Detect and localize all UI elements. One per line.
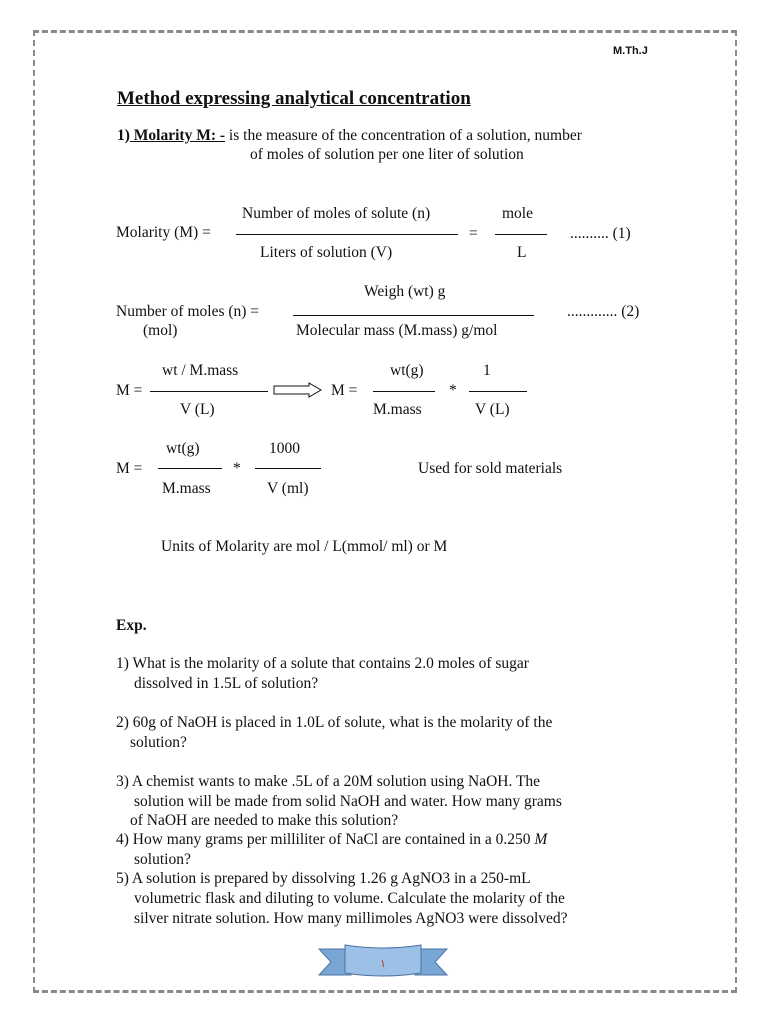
molarity-number: 1)	[117, 127, 130, 144]
author-initials: M.Th.J	[613, 45, 648, 57]
eq1-lhs: Molarity (M) =	[116, 224, 211, 241]
question-3-line2: solution will be made from solid NaOH and water. How many grams	[134, 793, 562, 810]
eq3-fraction-bar3	[469, 391, 527, 392]
eq4-denominator1: M.mass	[162, 480, 211, 497]
eq1-unit-fraction-bar	[495, 234, 547, 235]
eq3-times: *	[449, 382, 457, 399]
page-border-right	[735, 30, 737, 993]
eq2-numerator: Weigh (wt) g	[364, 283, 446, 300]
question-3-line3: of NaOH are needed to make this solution?	[130, 812, 399, 829]
question-2-line1: 2) 60g of NaOH is placed in 1.0L of solute, what is the molarity of the	[116, 714, 553, 731]
question-4-line2: solution?	[134, 851, 191, 868]
eq3-lhs: M =	[116, 382, 143, 399]
implies-arrow-icon	[273, 382, 323, 398]
molarity-definition: is the measure of the concentration of a solution, number	[228, 127, 582, 144]
eq1-equals: =	[469, 225, 478, 242]
eq1-unit-denominator: L	[517, 244, 527, 261]
question-1-line1: 1) What is the molarity of a solute that contains 2.0 moles of sugar	[116, 655, 529, 672]
question-3-line1: 3) A chemist wants to make .5L of a 20M solution using NaOH. The	[116, 773, 541, 790]
eq3-denominator2: M.mass	[373, 401, 422, 418]
molarity-definition-line2: of moles of solution per one liter of solution	[250, 146, 524, 163]
question-5-line2: volumetric flask and diluting to volume. Calculate the molarity of the	[134, 890, 565, 907]
molarity-definition-line1	[117, 127, 582, 145]
eq3-fraction-bar1	[150, 391, 268, 392]
eq2-fraction-bar	[293, 315, 534, 316]
eq3-denominator3: V (L)	[475, 401, 510, 418]
eq1-numerator: Number of moles of solute (n)	[242, 205, 431, 222]
eq1-unit-numerator: mole	[502, 205, 533, 222]
eq1-label: .......... (1)	[570, 225, 631, 242]
page-number-banner	[317, 943, 449, 983]
eq4-lhs: M =	[116, 460, 143, 477]
eq3-numerator1: wt / M.mass	[162, 362, 239, 379]
eq2-lhs-unit: (mol)	[143, 322, 178, 339]
question-4-unit: M	[534, 831, 548, 848]
eq3-denominator1: V (L)	[180, 401, 215, 418]
eq4-fraction-bar2	[255, 468, 321, 469]
eq4-note: Used for sold materials	[418, 460, 563, 477]
page-number: ١	[380, 957, 386, 970]
molarity-term: Molarity M: -	[129, 127, 226, 144]
eq1-denominator: Liters of solution (V)	[260, 244, 393, 261]
page-border-bottom	[33, 990, 737, 993]
eq4-denominator2: V (ml)	[267, 480, 309, 497]
eq2-lhs: Number of moles (n) =	[116, 303, 260, 320]
question-4-line1	[116, 831, 547, 849]
examples-heading: Exp.	[116, 617, 147, 634]
question-1-line2: dissolved in 1.5L of solution?	[134, 675, 319, 692]
eq1-fraction-bar	[236, 234, 458, 235]
eq2-denominator: Molecular mass (M.mass) g/mol	[296, 322, 498, 339]
eq3-lhs2: M =	[331, 382, 358, 399]
eq4-times: *	[233, 460, 241, 477]
eq4-numerator2: 1000	[269, 440, 300, 457]
question-5-line3: silver nitrate solution. How many millimoles AgNO3 were dissolved?	[134, 910, 568, 927]
question-5-line1: 5) A solution is prepared by dissolving 1.26 g AgNO3 in a 250-mL	[116, 870, 531, 887]
eq3-numerator3: 1	[483, 362, 491, 379]
units-text: Units of Molarity are mol / L(mmol/ ml) or M	[161, 538, 448, 555]
eq4-numerator1: wt(g)	[166, 440, 200, 457]
page-title: Method expressing analytical concentration	[117, 88, 471, 109]
question-2-line2: solution?	[130, 734, 187, 751]
eq2-label: ............. (2)	[567, 303, 640, 320]
page-border-left	[33, 30, 35, 993]
eq3-fraction-bar2	[373, 391, 435, 392]
page-border-top	[33, 30, 737, 33]
eq4-fraction-bar1	[158, 468, 222, 469]
question-4-text: 4) How many grams per milliliter of NaCl are contained in a 0.250	[116, 831, 535, 848]
eq3-numerator2: wt(g)	[390, 362, 424, 379]
